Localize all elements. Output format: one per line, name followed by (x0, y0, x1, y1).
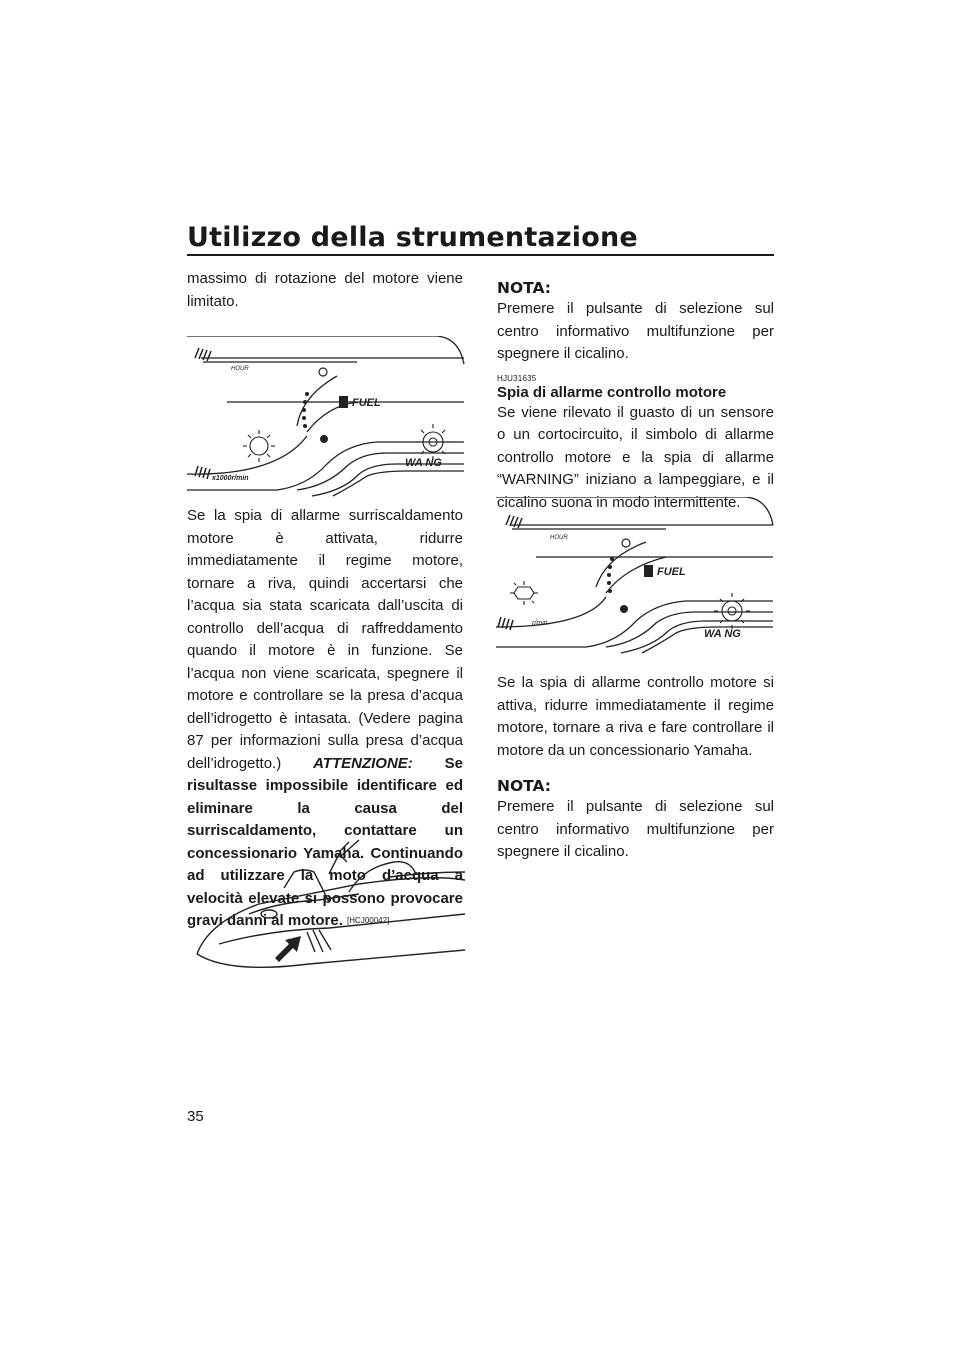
warning-label: WA NG (704, 628, 741, 640)
page-number: 35 (187, 1108, 204, 1125)
section-text: Se viene rilevato il guasto di un sensore o un cortocircuito, il simbolo di allarme controllo motore e la spia di allarme “WARNING” iniziano a lampeggiare, e il cicalino suona in modo intermittente. (497, 403, 774, 511)
overheat-text: Se la spia di allarme surriscaldamento motore è attivata, ridurre immediatamente il regime motore, tornare a riva, quindi accertarsi che l’acqua sia stata scaricata dall’uscita di controllo dell’acqua di raffreddamento quando il motore è in funzione. Se l’acqua non viene scaricata, spegnere il motore e controllare se la presa d’acqua dell’idrogetto è intasata. (Vedere pagina 87 per informazioni sulla presa d’acqua dell’idrogetto.) (187, 507, 463, 772)
figure-watercraft (189, 832, 465, 980)
warning-label: WA NG (405, 457, 442, 469)
warning-label-attenzione: ATTENZIONE: (313, 754, 413, 772)
warning-code: [HCJ00042] (347, 916, 390, 925)
hour-label: HOUR (550, 535, 568, 541)
figure-engine-warning-panel (496, 497, 774, 659)
paragraph-engine-warning: Se la spia di allarme controllo motore si attiva, ridurre immediatamente il regime motore, tornare a riva e fare controllare il motore da un concessionario Yamaha. (497, 674, 774, 759)
warning-text: Se risultasse impossibile identificare ed eliminare la causa del surriscaldamento, contattare un concessionario Yamaha. Continuando ad utilizzare la moto d’acqua a velocità elevate si possono provocare gravi danni al motore. (187, 754, 464, 929)
fuel-label: FUEL (657, 566, 686, 578)
nota-text-2: Premere il pulsante di selezione sul centro informativo multifunzione per spegnere il cicalino. (497, 798, 774, 860)
right-column-lower (497, 672, 774, 864)
figure-overheat-panel (187, 336, 465, 498)
rpm-label: x1000r/min (212, 475, 249, 482)
hour-label: HOUR (231, 366, 249, 372)
fuel-label: FUEL (352, 397, 381, 409)
section-title: Spia di allarme controllo motore (497, 383, 727, 401)
page-title: Utilizzo della strumentazione (187, 222, 638, 253)
paragraph-rev-limit: massimo di rotazione del motore viene limitato. (187, 270, 463, 310)
right-column (497, 268, 774, 514)
nota-label: NOTA: (497, 279, 552, 297)
title-rule (187, 254, 774, 256)
section-code: HJU31635 (497, 373, 537, 383)
rpm-label: r/min (532, 620, 548, 627)
left-column (187, 268, 463, 313)
nota-label-2: NOTA: (497, 777, 552, 795)
nota-text: Premere il pulsante di selezione sul centro informativo multifunzione per spegnere il cicalino. (497, 300, 774, 362)
